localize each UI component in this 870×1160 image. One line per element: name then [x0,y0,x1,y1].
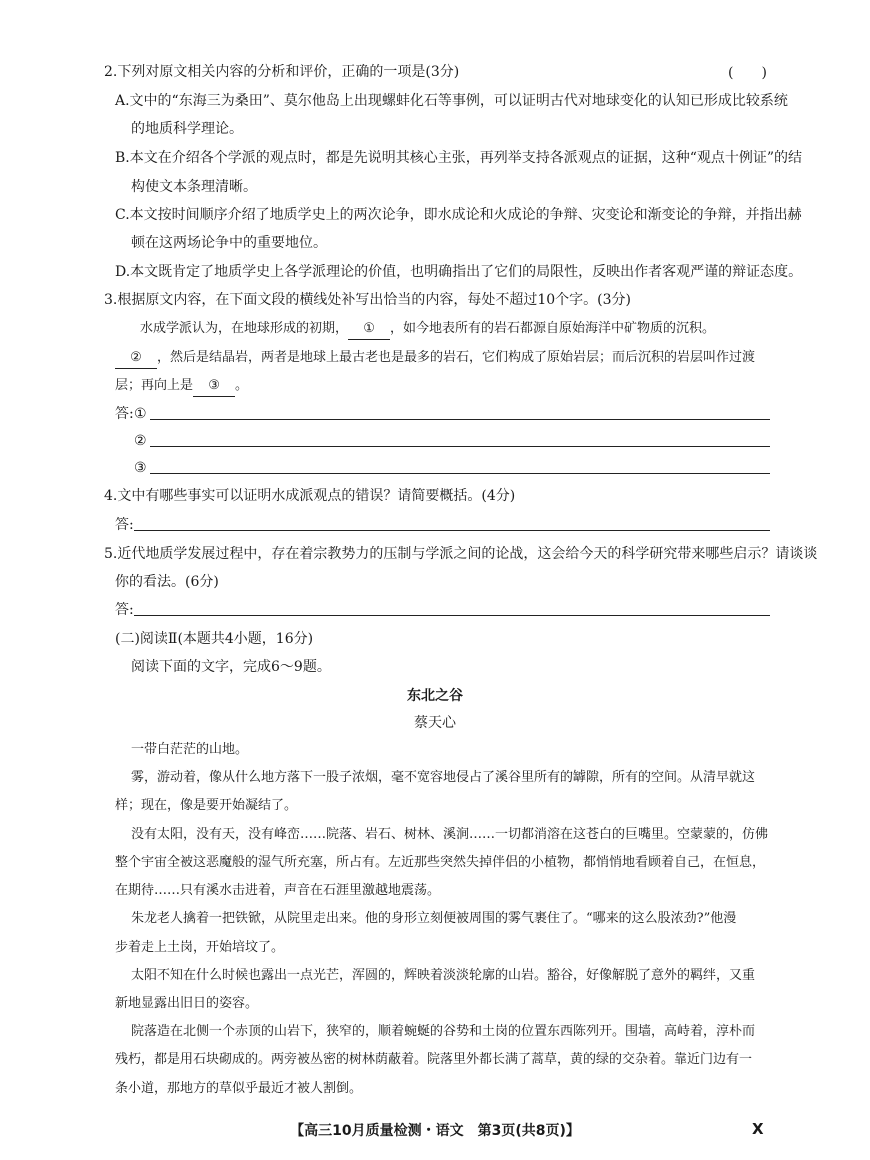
footer-version-mark: X [752,1120,764,1138]
article-title: 东北之谷 [407,688,463,704]
article-paragraph-4-line1: 朱龙老人擒着一把铁锨，从院里走出来。他的身形立刻便被周围的雾气裹住了。“哪来的这么股浓劲?”他漫 [131,911,737,926]
q3-passage-text: ，如今地表所有的岩石都源自原始海洋中矿物质的沉积。 [390,321,716,336]
q2-option-c-line1: C.本文按时间顺序介绍了地质学史上的两次论争，即水成论和火成论的争辩、灾变论和渐变论的争辩，并指出赫 [115,207,802,223]
q3-passage-text: ，然后是结晶岩，两者是地球上最古老也是最多的岩石，它们构成了原始岩层；而后沉积的岩层叫作过渡 [157,350,756,365]
q4-answer-line[interactable] [134,530,770,531]
q2-option-b-line2: 构使文本条理清晰。 [131,179,257,195]
q2-option-a-line2: 的地质科学理论。 [131,121,243,137]
article-paragraph-1: 一带白茫茫的山地。 [131,742,249,757]
q3-blank-3[interactable]: ③ [193,376,235,397]
q4-stem: 4.文中有哪些事实可以证明水成派观点的错误？请简要概括。(4分) [104,488,516,504]
article-paragraph-3-line2: 整个宇宙全被这恶魔般的湿气所充塞，所占有。左近那些突然失掉伴侣的小植物，都悄悄地看顾着自己，在恒息， [115,855,766,870]
q3-answer-line-2[interactable] [150,446,770,447]
footer-page-info: 【高三10月质量检测・语文 第3页(共8页)】 [290,1123,580,1139]
q2-stem: 2.下列对原文相关内容的分析和评价，正确的一项是(3分) [104,64,460,80]
q3-answer-line-1[interactable] [150,419,770,420]
q5-answer-line[interactable] [134,615,770,616]
q3-answer-mark-2: ② [134,433,147,449]
reading2-header: (二)阅读Ⅱ(本题共4小题，16分) [115,631,314,647]
q2-option-a-line1: A.文中的“东海三为桑田”、莫尔他岛上出现螺蚌化石等事例，可以证明古代对地球变化的认知已形成比较系统 [115,93,788,109]
article-paragraph-5-line1: 太阳不知在什么时候也露出一点光芒，浑圆的，辉映着淡淡轮廓的山岩。豁谷，好像解脱了意外的羁绊，又重 [131,968,756,983]
q2-option-c-line2: 顿在这两场论争中的重要地位。 [131,235,327,251]
q3-blank-2[interactable]: ② [115,348,157,369]
article-paragraph-2-line1: 雾，游动着，像从什么地方落下一股子浓烟，毫不宽容地侵占了溪谷里所有的罅隙，所有的空间。从清早就这 [131,770,756,785]
reading2-instruction: 阅读下面的文字，完成6～9题。 [131,659,331,675]
q4-answer-label: 答: [115,517,134,533]
q3-passage-line2 [115,348,755,369]
article-paragraph-3-line1: 没有太阳，没有天，没有峰峦……院落、岩石、树林、溪涧……一切都消溶在这苍白的巨嘴里。空蒙蒙的，仿佛 [131,827,769,842]
article-paragraph-6-line3: 条小道，那地方的草似乎最近才被人割倒。 [115,1081,363,1096]
article-paragraph-3-line3: 在期待……只有溪水击进着，声音在石涯里激越地震荡。 [115,883,441,898]
article-paragraph-6-line2: 残朽，都是用石块砌成的。两旁被丛密的树林荫蔽着。院落里外都长满了蒿草，黄的绿的交杂着。靠近门边有一 [115,1052,753,1067]
article-paragraph-5-line2: 新地显露出旧日的姿容。 [115,996,259,1011]
q2-option-b-line1: B.本文在介绍各个学派的观点时，都是先说明其核心主张，再列举支持各派观点的证据，这种“观点十例证”的结 [115,150,803,166]
q3-blank-1[interactable]: ① [348,319,390,340]
q5-answer-label: 答: [115,602,134,618]
q3-answer-line-3[interactable] [150,473,770,474]
q3-passage-text: 层；再向上是 [115,378,194,393]
article-paragraph-2-line2: 样；现在，像是要开始凝结了。 [115,798,298,813]
q3-answer-label: 答: [115,406,134,422]
article-paragraph-4-line2: 步着走上土岗，开始培坟了。 [115,940,285,955]
q3-answer-mark-3: ③ [134,460,147,476]
article-author: 蔡天心 [414,715,456,731]
q3-passage-line3 [115,376,248,397]
q2-answer-parentheses: ( ) [728,65,767,81]
q3-stem: 3.根据原文内容，在下面文段的横线处补写出恰当的内容，每处不超过10个字。(3分) [104,292,632,308]
q3-passage-line1 [140,319,715,340]
q2-option-d: D.本文既肯定了地质学史上各学派理论的价值，也明确指出了它们的局限性，反映出作者客观严谨的辩证态度。 [115,264,803,280]
q3-passage-text: 。 [235,378,249,393]
q3-answer-mark-1: ① [134,406,147,422]
q5-stem-line2: 你的看法。(6分) [115,574,219,590]
q3-passage-text: 水成学派认为，在地球形成的初期， [140,321,349,336]
article-paragraph-6-line1: 院落造在北侧一个赤顶的山岩下，狭窄的，顺着蜿蜒的谷势和土岗的位置东西陈列开。围墙，高峙着，淳朴而 [131,1024,756,1039]
q5-stem-line1: 5.近代地质学发展过程中，存在着宗教势力的压制与学派之间的论战，这会给今天的科学研究带来哪些启示？请谈谈 [104,546,818,562]
